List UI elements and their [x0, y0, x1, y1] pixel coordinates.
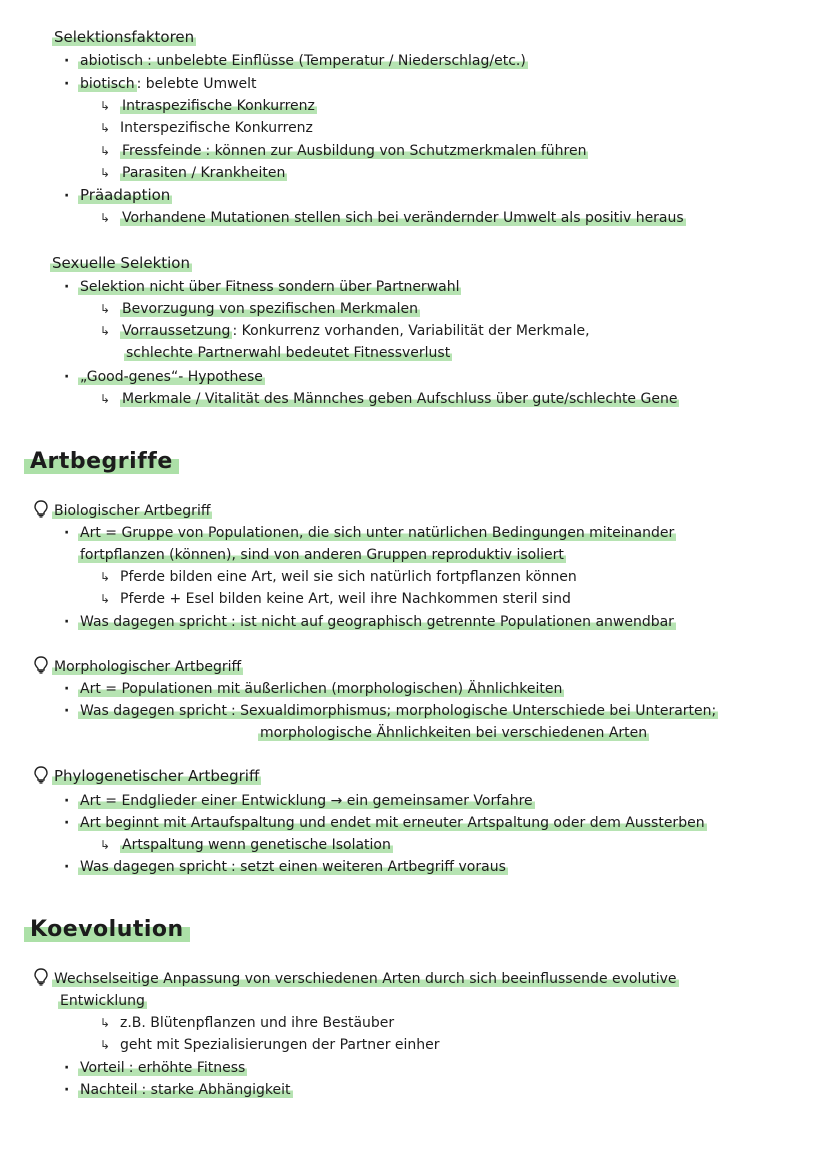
- koevolution-vorteil: · Vorteil : erhöhte Fitness: [64, 1060, 246, 1076]
- bio-title: Biologischer Artbegriff: [34, 500, 212, 523]
- sexuell-line3a: ↳ Vorraussetzung : Konkurrenz vorhanden, Variabilität der Merkmale,: [100, 323, 590, 339]
- arrow-icon: ↳: [100, 99, 111, 113]
- phylo-contra: · Was dagegen spricht : setzt einen weiteren Artbegriff voraus: [64, 859, 506, 875]
- lightbulb-icon: [34, 968, 52, 991]
- phylo-begin: · Art beginnt mit Artaufspaltung und endet mit erneuter Artspaltung oder dem Aussterben: [64, 815, 705, 831]
- morph-def: · Art = Populationen mit äußerlichen (morphologischen) Ähnlichkeiten: [64, 681, 563, 697]
- arrow-icon: ↳: [100, 1038, 111, 1052]
- arrow-icon: ↳: [100, 121, 111, 135]
- sexuell-line1: · Selektion nicht über Fitness sondern über Partnerwahl: [64, 279, 460, 295]
- morph-contra2: morphologische Ähnlichkeiten bei verschiedenen Arten: [260, 725, 648, 741]
- intraspezifisch-line: ↳ Intraspezifische Konkurrenz: [100, 98, 315, 114]
- koevolution-heading: Koevolution: [24, 916, 190, 944]
- abiotisch-line: · abiotisch : unbelebte Einflüsse (Temperatur / Niederschlag/etc.): [64, 53, 526, 69]
- arrow-icon: ↳: [100, 324, 111, 338]
- lightbulb-icon: [34, 656, 52, 679]
- lightbulb-icon: [34, 766, 52, 789]
- koevolution-def2: Entwicklung: [60, 993, 145, 1009]
- selektion-title: Selektionsfaktoren: [54, 28, 195, 46]
- bio-contra: · Was dagegen spricht : ist nicht auf geographisch getrennte Populationen anwendbar: [64, 614, 674, 630]
- bio-def1: · Art = Gruppe von Populationen, die sich unter natürlichen Bedingungen miteinander: [64, 525, 675, 541]
- morph-title: Morphologischer Artbegriff: [34, 656, 243, 679]
- arrow-icon: ↳: [100, 144, 111, 158]
- sexuell-line3b: schlechte Partnerwahl bedeutet Fitnessverlust: [126, 345, 451, 361]
- phylo-def: · Art = Endglieder einer Entwicklung → ein gemeinsamer Vorfahre: [64, 793, 533, 809]
- lightbulb-icon: [34, 500, 52, 523]
- fressfeinde-line: ↳ Fressfeinde : können zur Ausbildung von Schutzmerkmalen führen: [100, 143, 587, 159]
- praeadaption-line: · Präadaption: [64, 186, 171, 204]
- arrow-icon: ↳: [100, 1016, 111, 1030]
- sexuell-line2: ↳ Bevorzugung von spezifischen Merkmalen: [100, 301, 418, 317]
- phylo-split: ↳ Artspaltung wenn genetische Isolation: [100, 837, 391, 853]
- biotisch-line: · biotisch : belebte Umwelt: [64, 76, 257, 92]
- mutationen-line: ↳ Vorhandene Mutationen stellen sich bei verändernder Umwelt als positiv heraus: [100, 210, 684, 226]
- arrow-icon: ↳: [100, 302, 111, 316]
- koevolution-spec: ↳ geht mit Spezialisierungen der Partner einher: [100, 1037, 440, 1053]
- sexuell-title: Sexuelle Selektion: [52, 254, 190, 272]
- merkmale-line: ↳ Merkmale / Vitalität des Männches geben Aufschluss über gute/schlechte Gene: [100, 391, 678, 407]
- arrow-icon: ↳: [100, 838, 111, 852]
- arrow-icon: ↳: [100, 570, 111, 584]
- morph-contra1: · Was dagegen spricht : Sexualdimorphismus; morphologische Unterschiede bei Unterarten;: [64, 703, 717, 719]
- interspezifisch-line: ↳ Interspezifische Konkurrenz: [100, 120, 313, 136]
- koevolution-nachteil: · Nachteil : starke Abhängigkeit: [64, 1082, 291, 1098]
- arrow-icon: ↳: [100, 392, 111, 406]
- arrow-icon: ↳: [100, 166, 111, 180]
- bio-ex2: ↳ Pferde + Esel bilden keine Art, weil ihre Nachkommen steril sind: [100, 591, 571, 607]
- artbegriffe-heading: Artbegriffe: [24, 448, 179, 476]
- goodgenes-line: · „Good-genes“- Hypothese: [64, 369, 263, 385]
- arrow-icon: ↳: [100, 211, 111, 225]
- arrow-icon: ↳: [100, 592, 111, 606]
- koevolution-ex: ↳ z.B. Blütenpflanzen und ihre Bestäuber: [100, 1015, 395, 1031]
- parasiten-line: ↳ Parasiten / Krankheiten: [100, 165, 286, 181]
- bio-def2: fortpflanzen (können), sind von anderen Gruppen reproduktiv isoliert: [80, 547, 564, 563]
- bio-ex1: ↳ Pferde bilden eine Art, weil sie sich natürlich fortpflanzen können: [100, 569, 577, 585]
- phylo-title: Phylogenetischer Artbegriff: [34, 766, 261, 789]
- koevolution-def1: Wechselseitige Anpassung von verschiedenen Arten durch sich beeinflussende evolutive: [34, 968, 679, 991]
